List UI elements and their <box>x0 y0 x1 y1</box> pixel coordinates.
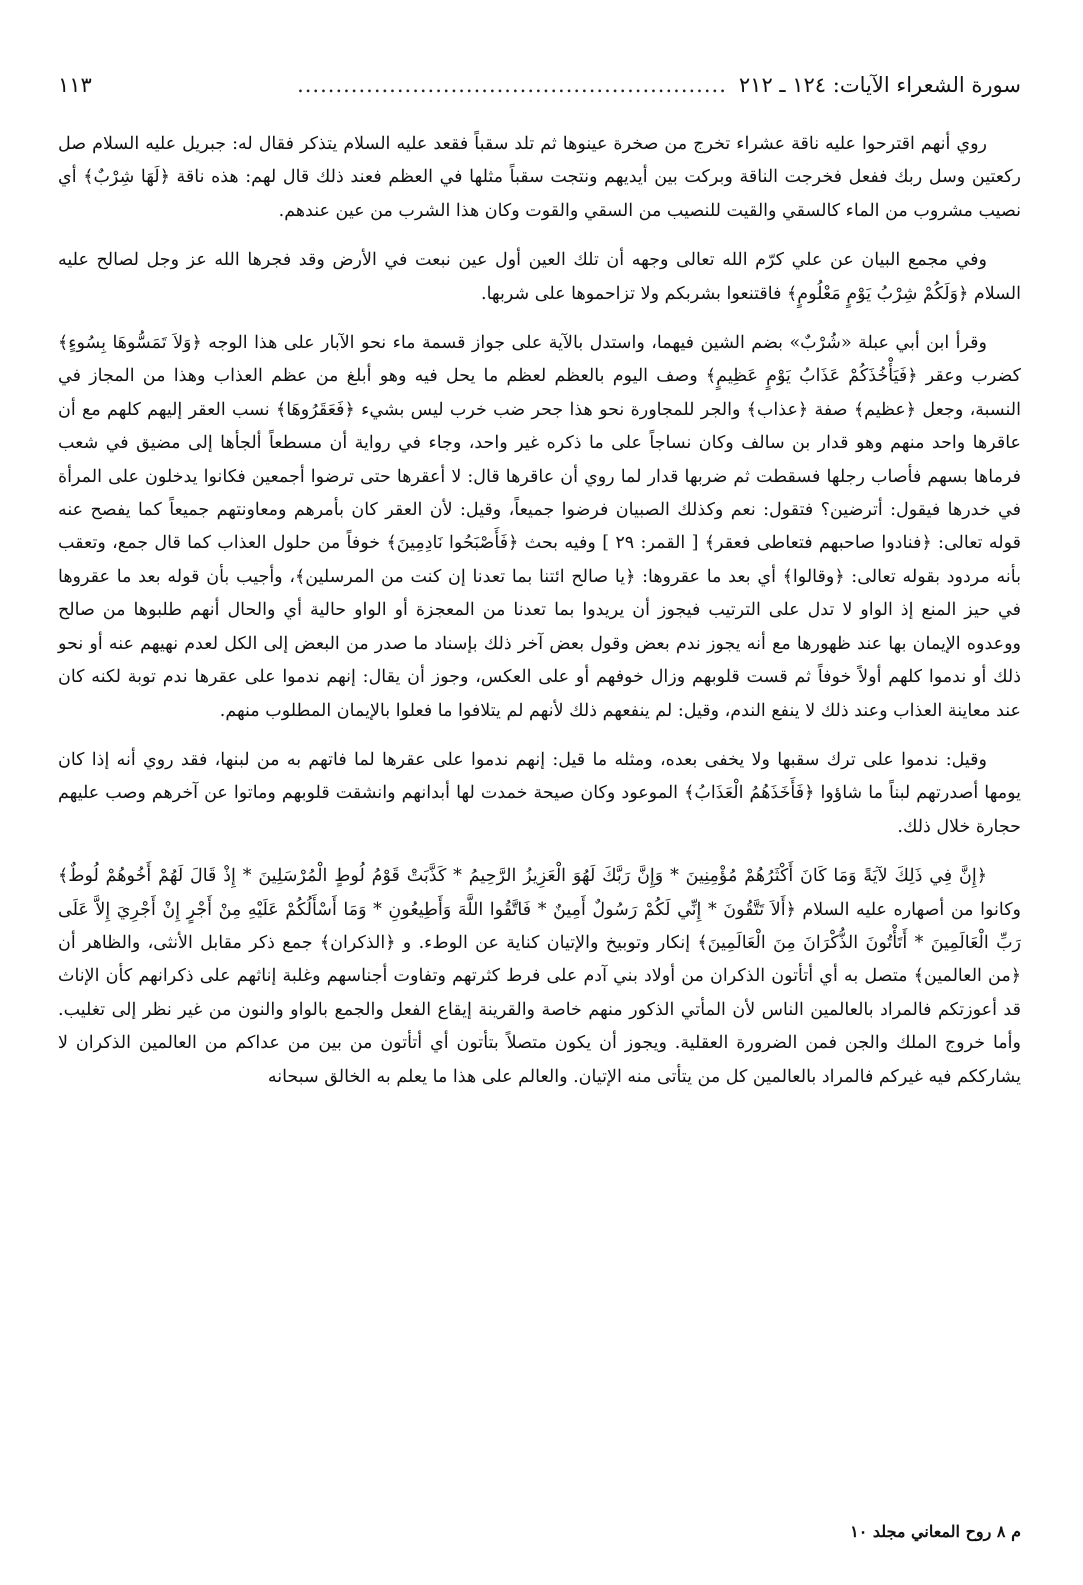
signature-footer: م ٨ روح المعاني مجلد ١٠ <box>850 1522 1021 1541</box>
page-number: ١١٣ <box>58 73 92 97</box>
paragraph-majma-al-bayan: وفي مجمع البيان عن علي كرّم الله تعالى وجهه أن تلك العين أول عين نبعت في الأرض وقد فجرها الله عز وجل لصالح عليه السلام ﴿وَلَكُمْ شِرْبُ يَوْمٍ مَعْلُومٍ﴾ فاقتنعوا بشربكم ولا تزاحموها على شربها. <box>58 250 1021 304</box>
running-header <box>58 70 1021 106</box>
paragraph-regret: وقيل: ندموا على ترك سقبها ولا يخفى بعده، ومثله ما قيل: إنهم ندموا على عقرها لما فاتهم به من لبنها، فقد روي أنه إذا كان يومها أصدرتهم لبناً ما شاؤوا ﴿فَأَخَذَهُمُ الْعَذَابُ﴾ الموعود وكان صيحة خمدت لها أبدانهم وانشقت قلوبهم وماتوا عن آخرهم وصب عليهم حجارة خلال ذلك. <box>58 749 1021 837</box>
paragraph-she-camel: روي أنهم اقترحوا عليه ناقة عشراء تخرج من صخرة عينوها ثم تلد سقباً فقعد عليه السلام يتذكر فقال له: جبريل عليه السلام صل ركعتين وسل ربك ففعل فخرجت الناقة وبركت بين أيديهم ونتجت سقباً مثلها في العظم فعند ذلك قال لهم: هذه ناقة ﴿لَهَا شِرْبٌ﴾ أي نصيب مشروب من الماء كالسقي والقيت للنصيب من السقي والقوت وكان هذا الشرب من عين عندهم. <box>58 134 1021 221</box>
header-leader-dots: ........................................................ <box>297 73 727 97</box>
commentary-body <box>58 128 1021 1094</box>
book-page <box>58 70 1021 1565</box>
paragraph-hamstringing: وقرأ ابن أبي عبلة «شُرْبٌ» بضم الشين فيهما، واستدل بالآية على جواز قسمة ماء نحو الآبار على هذا الوجه ﴿وَلاَ تَمَسُّوهَا بِسُوءٍ﴾ كضرب وعقر ﴿فَيَأْخُذَكُمْ عَذَابُ يَوْمٍ عَظِيمٍ﴾ وصف اليوم بالعظم لعظم ما يحل فيه وهو أبلغ من عظم العذاب وهذا من المجاز في النسبة، وجعل ﴿عظيم﴾ صفة ﴿عذاب﴾ والجر للمجاورة نحو هذا جحر ضب خرب ليس بشيء ﴿فَعَقَرُوهَا﴾ نسب العقر إليهم كلهم مع أن عاقرها واحد منهم وهو قدار بن سالف وكان نساجاً على ما ذكره غير واحد، وجاء في رواية أن مسطعاً ألجأها إلى مضيق في شعب فرماها بسهم فأصاب رجلها فسقطت ثم ضربها قدار لما روي أن عاقرها قال: لا أعقرها حتى ترضوا أجمعين فكانوا يدخلون على المرأة في خدرها فيقول: أترضين؟ فتقول: نعم وكذلك الصبيان فرضوا جميعاً، وقيل: لأن العقر كان بأمرهم ومعاونتهم جميعاً كما يفصح عنه قوله تعالى: ﴿فنادوا صاحبهم فتعاطى فعقر﴾ [ القمر: ٢٩ ] وفيه بحث ﴿فَأَصْبَحُوا نَادِمِينَ﴾ خوفاً من حلول العذاب كما قال جمع، وتعقب بأنه مردود بقوله تعالى: ﴿وقالوا﴾ أي بعد ما عقروها: ﴿يا صالح ائتنا بما تعدنا إن كنت من المرسلين﴾، وأجيب بأن قوله بعد ما عقروها في حيز المنع إذ الواو لا تدل على الترتيب فيجوز أن يريدوا بما تعدنا من المعجزة أو الواو حالية أي والحال أنهم طلبوها من صالح ووعدوه الإيمان بها عند ظهورها مع أنه يجوز ندم بعض وقول بعض آخر ذلك بإسناد ما صدر من البعض إلى الكل لعدم نهيهم عنه أو نحو ذلك أو ندموا كلهم أولاً خوفاً ثم قست قلوبهم وزال خوفهم أو على العكس، وجوز أن يقال: إنهم ندموا على عقرها ندم توبة لكنه كان عند معاينة العذاب وعند ذلك لا ينفع الندم، وقيل: لم ينفعهم ذلك لأنهم لم يتلافوا ما فعلوا بالإيمان المطلوب منهم. <box>58 333 1021 721</box>
paragraph-lut-verses: ﴿إِنَّ فِي ذَلِكَ لآيَةً وَمَا كَانَ أَكْثَرُهُمْ مُؤْمِنِينَ * وَإِنَّ رَبَّكَ لَهُوَ الْعَزِيزُ الرَّحِيمُ * كَذَّبَتْ قَوْمُ لُوطٍ الْمُرْسَلِينَ * إِذْ قَالَ لَهُمْ أَخُوهُمْ لُوطٌ﴾ وكانوا من أصهاره عليه السلام ﴿أَلاَ تَتَّقُونَ * إِنِّي لَكُمْ رَسُولٌ أَمِينٌ * فَاتَّقُوا اللَّهَ وَأَطِيعُونِ * وَمَا أَسْأَلُكُمْ عَلَيْهِ مِنْ أَجْرٍ إِنْ أَجْرِيَ إِلاَّ عَلَى رَبِّ الْعَالَمِينَ * أَتَأْتُونَ الذُّكْرَانَ مِنَ الْعَالَمِينَ﴾ إنكار وتوبيخ والإتيان كناية عن الوطء. و ﴿الذكران﴾ جمع ذكر مقابل الأنثى، والظاهر أن ﴿من العالمين﴾ متصل به أي أتأتون الذكران من أولاد بني آدم على فرط كثرتهم وتفاوت أجناسهم وغلبة إناثهم على ذكرانهم كأن الإناث قد أعوزتكم فالمراد بالعالمين الناس لأن المأتي الذكور منهم خاصة والقرينة إيقاع الفعل والجمع بالواو والنون من غير نظر إلى تغليب. وأما خروج الملك والجن فمن الضرورة العقلية. ويجوز أن يكون متصلاً بتأتون أي أتأتون من بين من عداكم من العالمين الذكران لا يشارككم فيه غيركم فالمراد بالعالمين كل من يتأتى منه الإتيان. والعالم على هذا ما يعلم به الخالق سبحانه <box>58 866 1021 1087</box>
surah-title: سورة الشعراء الآيات: ١٢٤ ـ ٢١٢ <box>738 73 1021 97</box>
